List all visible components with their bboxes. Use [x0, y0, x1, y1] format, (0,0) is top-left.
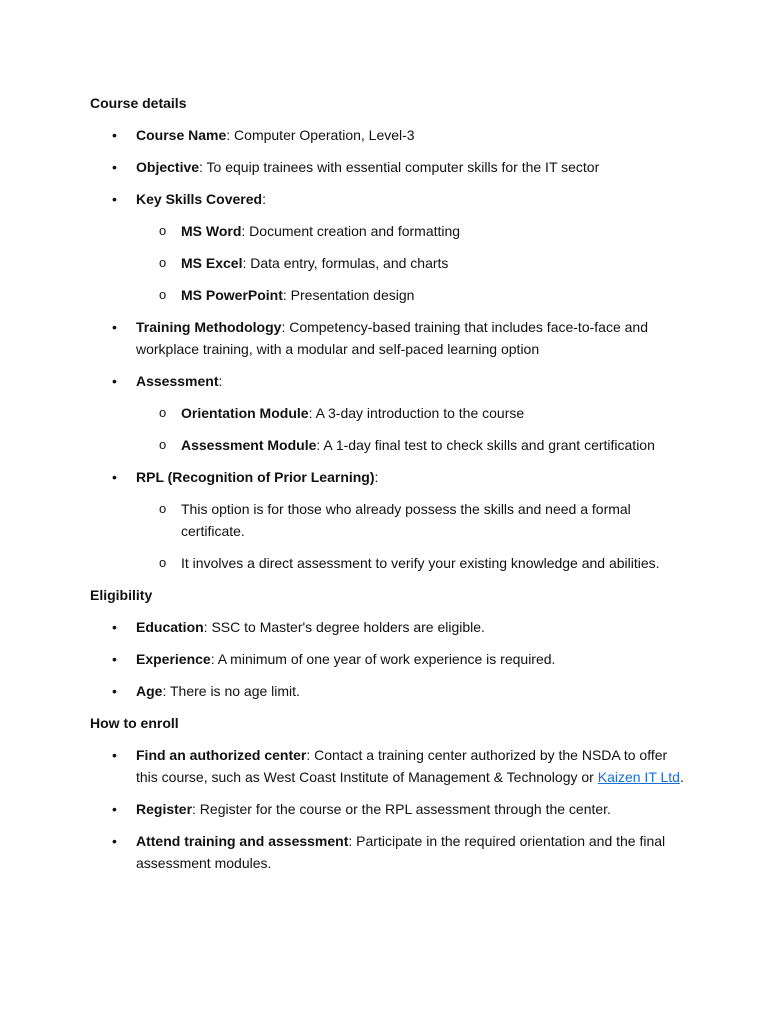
item-text: : Competency-based training that includes face-to-face and workplace training, with a modular and self-paced learning option — [136, 319, 648, 357]
kaizen-it-link[interactable]: Kaizen IT Ltd — [597, 769, 680, 785]
bullet-icon: • — [112, 127, 117, 143]
item-text: : — [374, 469, 379, 485]
sublist-item-assessment-module — [136, 434, 690, 456]
item-text: : Contact a training center authorized by the NSDA to offer this course, such as West Coast Institute of Management & Technology or — [136, 747, 668, 785]
sublist-item-ms-excel — [136, 252, 690, 274]
item-text: It involves a direct assessment to verify your existing knowledge and abilities. — [181, 555, 660, 571]
item-text: : A 1-day final test to check skills and grant certification — [316, 437, 655, 453]
sublist-item-ms-word — [136, 220, 690, 242]
item-text: : To equip trainees with essential computer skills for the IT sector — [199, 159, 600, 175]
item-text: : — [262, 191, 266, 207]
item-term: Key Skills Covered — [136, 191, 263, 207]
list-item-experience — [90, 648, 690, 670]
item-term: Register — [136, 801, 193, 817]
item-term: Age — [136, 683, 163, 699]
section-heading-eligibility: Eligibility — [90, 587, 153, 603]
item-text: : Register for the course or the RPL assessment through the center. — [192, 801, 611, 817]
circle-bullet-icon: o — [159, 501, 167, 516]
document-page — [90, 92, 690, 884]
item-term: Training Methodology — [136, 319, 282, 335]
item-term: RPL (Recognition of Prior Learning) — [136, 469, 375, 485]
sublist-item-rpl-purpose — [136, 498, 690, 542]
section-heading-course-details: Course details — [90, 95, 187, 111]
circle-bullet-icon: o — [159, 437, 167, 452]
item-text: : Data entry, formulas, and charts — [242, 255, 449, 271]
item-term: Assessment — [136, 373, 219, 389]
item-text: : Participate in the required orientation and the final assessment modules. — [136, 833, 666, 871]
bullet-icon: • — [112, 469, 117, 485]
bullet-icon: • — [112, 619, 117, 635]
bullet-icon: • — [112, 833, 117, 849]
bullet-icon: • — [112, 683, 117, 699]
item-term: MS Word — [181, 223, 242, 239]
list-item-training-methodology — [90, 316, 690, 360]
list-item-rpl — [90, 466, 690, 574]
item-term: Attend training and assessment — [136, 833, 349, 849]
item-text: This option is for those who already possess the skills and need a formal certificate. — [181, 501, 631, 539]
list-item-assessment — [90, 370, 690, 456]
circle-bullet-icon: o — [159, 255, 167, 270]
item-term: Course Name — [136, 127, 227, 143]
item-text: : — [218, 373, 223, 389]
bullet-icon: • — [112, 373, 117, 389]
circle-bullet-icon: o — [159, 223, 167, 238]
rpl-sublist — [136, 498, 690, 574]
item-term: Objective — [136, 159, 200, 175]
list-item-age — [90, 680, 690, 702]
item-term: Assessment Module — [181, 437, 317, 453]
circle-bullet-icon: o — [159, 405, 167, 420]
bullet-icon: • — [112, 801, 117, 817]
course-details-list — [90, 124, 690, 574]
item-text: : Presentation design — [282, 287, 415, 303]
item-term: Experience — [136, 651, 211, 667]
bullet-icon: • — [112, 747, 117, 763]
item-term: MS Excel — [181, 255, 243, 271]
bullet-icon: • — [112, 651, 117, 667]
item-term: Find an authorized center — [136, 747, 307, 763]
circle-bullet-icon: o — [159, 287, 167, 302]
item-term: Orientation Module — [181, 405, 309, 421]
item-text-end: . — [679, 769, 684, 785]
circle-bullet-icon: o — [159, 555, 167, 570]
list-item-key-skills — [90, 188, 690, 306]
list-item-education — [90, 616, 690, 638]
bullet-icon: • — [112, 159, 117, 175]
how-to-enroll-list — [90, 744, 690, 874]
item-text: : SSC to Master's degree holders are eligible. — [203, 619, 485, 635]
item-text: : A 3-day introduction to the course — [308, 405, 525, 421]
item-text: : A minimum of one year of work experience is required. — [210, 651, 556, 667]
sublist-item-ms-powerpoint — [136, 284, 690, 306]
section-heading-how-to-enroll: How to enroll — [90, 715, 179, 731]
list-item-find-center — [90, 744, 690, 788]
item-text: : Document creation and formatting — [241, 223, 461, 239]
list-item-objective — [90, 156, 690, 178]
key-skills-sublist — [136, 220, 690, 306]
item-term: Education — [136, 619, 204, 635]
list-item-course-name — [90, 124, 690, 146]
list-item-register — [90, 798, 690, 820]
bullet-icon: • — [112, 319, 117, 335]
assessment-sublist — [136, 402, 690, 456]
sublist-item-rpl-assessment — [136, 552, 690, 574]
bullet-icon: • — [112, 191, 117, 207]
eligibility-list — [90, 616, 690, 702]
item-term: MS PowerPoint — [181, 287, 283, 303]
item-text: : Computer Operation, Level-3 — [226, 127, 415, 143]
list-item-attend-training — [90, 830, 690, 874]
item-text: : There is no age limit. — [162, 683, 300, 699]
sublist-item-orientation-module — [136, 402, 690, 424]
